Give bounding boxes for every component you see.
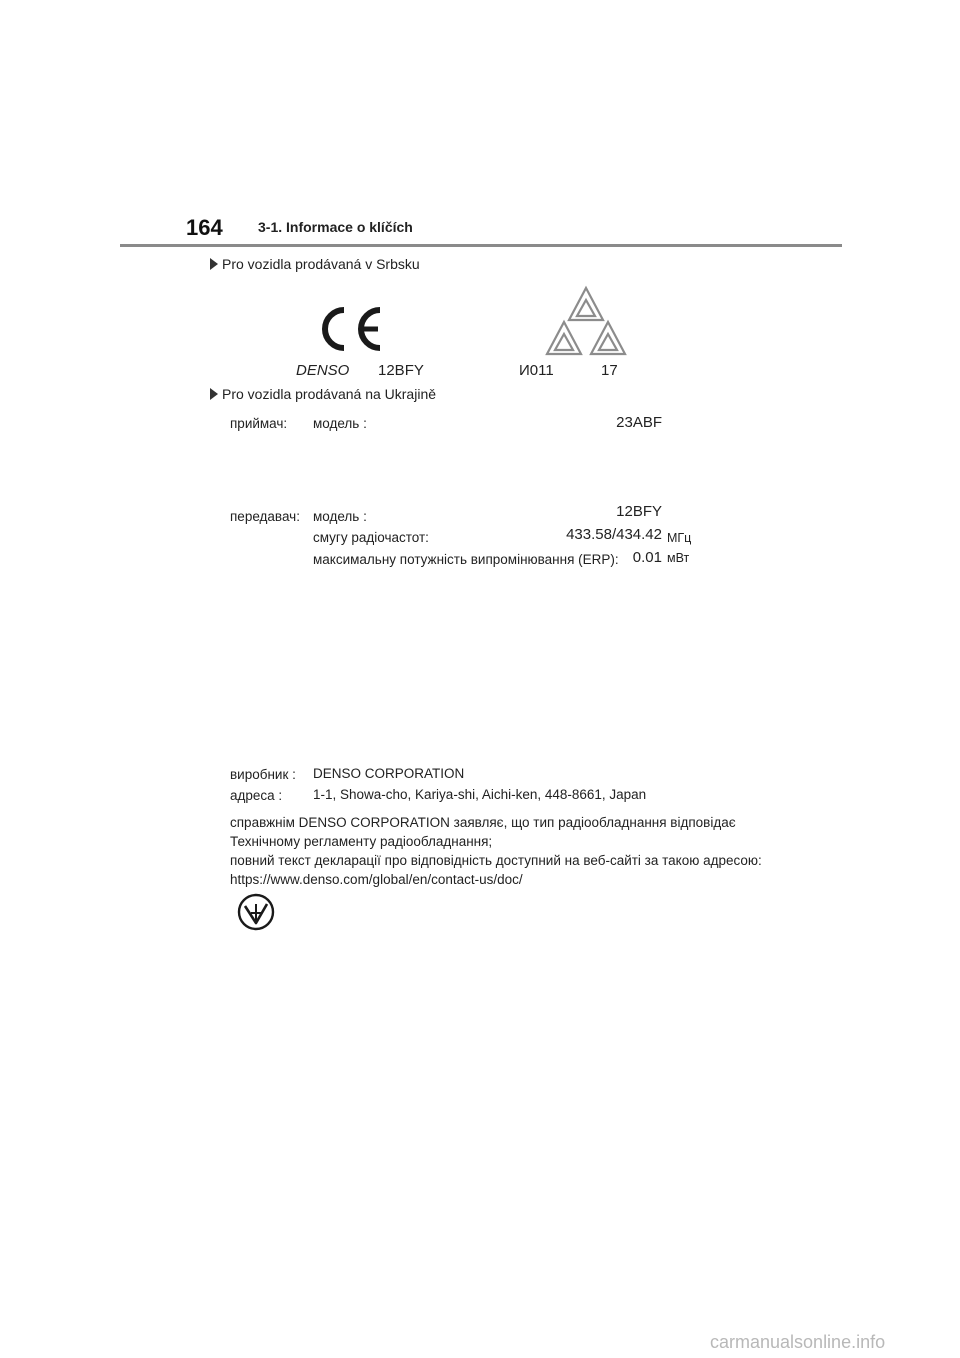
declaration-line-3: повний текст декларації про відповідність доступний на веб-сайті за такою адресою: — [230, 853, 762, 868]
band-label: смугу радіочастот: — [313, 530, 429, 545]
receiver-label: приймач: — [230, 416, 288, 431]
cert-year: 17 — [601, 362, 618, 379]
ce-brand: DENSO — [296, 362, 350, 379]
serbia-heading-text: Pro vozidla prodávaná v Srbsku — [222, 256, 420, 272]
ce-mark-icon — [318, 306, 384, 352]
page-number: 164 — [186, 215, 223, 240]
manufacturer-label: виробник : — [230, 767, 296, 782]
declaration-line-2: Технічному регламенту радіообладнання; — [230, 834, 493, 849]
transmitter-model-label: модель : — [313, 509, 367, 524]
cert-code: И011 — [519, 362, 554, 379]
serbian-certification-mark-icon — [545, 284, 627, 358]
serbia-heading — [210, 256, 420, 272]
bullet-triangle-icon — [210, 388, 218, 400]
address-label: адреса : — [230, 788, 283, 803]
receiver-model-value: 23ABF — [616, 414, 662, 431]
band-unit: МГц — [667, 531, 692, 545]
watermark: carmanualsonline.info — [710, 1332, 886, 1352]
power-unit: мВт — [667, 551, 690, 565]
manufacturer-value: DENSO CORPORATION — [313, 766, 465, 781]
ce-model: 12BFY — [378, 362, 424, 379]
ukrainian-conformity-mark-icon — [236, 892, 276, 932]
transmitter-model-value: 12BFY — [616, 503, 662, 520]
power-value: 0.01 — [632, 549, 662, 566]
declaration-line-1: справжнім DENSO CORPORATION заявляє, що тип радіообладнання відповідає — [230, 815, 736, 830]
power-label: максимальну потужність випромінювання (ERP): — [313, 552, 619, 567]
address-value: 1-1, Showa-cho, Kariya-shi, Aichi-ken, 448-8661, Japan — [313, 787, 647, 802]
header-divider — [120, 244, 842, 247]
ukraine-heading-text: Pro vozidla prodávaná na Ukrajině — [222, 386, 437, 402]
transmitter-label: передавач: — [230, 509, 300, 524]
section-title: 3-1. Informace o klíčích — [258, 219, 413, 235]
receiver-model-label: модель : — [313, 416, 367, 431]
band-value: 433.58/434.42 — [566, 526, 662, 543]
ukraine-heading — [210, 386, 436, 402]
declaration-url: https://www.denso.com/global/en/contact-us/doc/ — [230, 872, 523, 887]
bullet-triangle-icon — [210, 258, 218, 270]
